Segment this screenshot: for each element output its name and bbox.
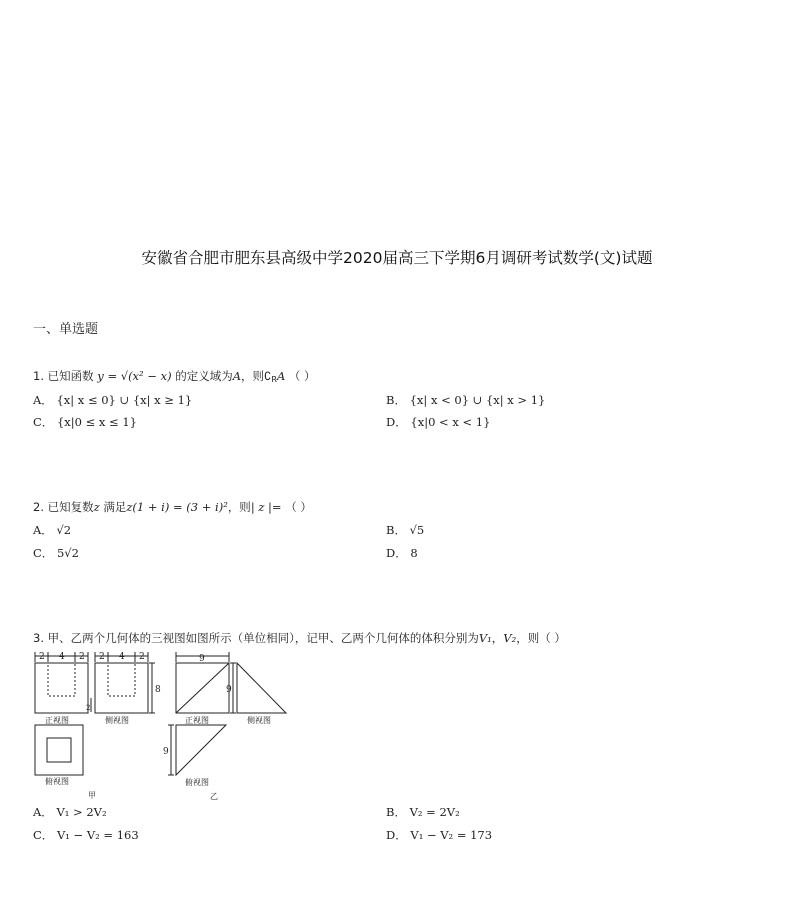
q3-tail: ，则（ ） bbox=[516, 631, 566, 645]
q1-formula: y = √(x² − x) bbox=[97, 369, 172, 383]
question-2-stem bbox=[33, 499, 312, 515]
q3-v2: V₂ bbox=[503, 631, 517, 645]
yi-top-label: 俯视图 bbox=[185, 778, 209, 787]
q1-mid: 的定义域为 bbox=[175, 369, 233, 383]
q1-paren: （ ） bbox=[288, 369, 316, 383]
dim-label-4-b: 4 bbox=[119, 652, 125, 662]
dim-label-2-a: 2 bbox=[39, 652, 45, 662]
q2-mid: 满足 bbox=[103, 500, 127, 514]
jia-side-outer bbox=[95, 663, 148, 713]
q1-set-a-2: A bbox=[276, 369, 286, 383]
q2-then: ，则 bbox=[227, 500, 251, 514]
dim-label-4-a: 4 bbox=[59, 652, 65, 662]
q2-paren: （ ） bbox=[285, 500, 312, 514]
q1-option-c: C． {x|0 ≤ x ≤ 1} bbox=[33, 415, 137, 429]
jia-side-label: 侧视图 bbox=[105, 716, 129, 725]
q2-option-c: C． 5√2 bbox=[33, 546, 79, 560]
q2-option-b: B． √5 bbox=[386, 523, 425, 537]
q2-prefix: 2. 已知复数 bbox=[33, 500, 94, 514]
q3-option-b: B． V₂ = 2V₂ bbox=[386, 805, 460, 819]
q3-v1: V₁ bbox=[478, 631, 492, 645]
dim-label-2-e: 2 bbox=[86, 704, 91, 712]
jia-side-hidden bbox=[108, 663, 135, 696]
section-heading: 一、单选题 bbox=[33, 322, 99, 337]
three-view-figure bbox=[30, 650, 290, 802]
dim-label-2-b: 2 bbox=[79, 652, 85, 662]
q2-abs: | z |= bbox=[250, 500, 282, 514]
q1-option-b: B． {x| x < 0} ∪ {x| x > 1} bbox=[386, 393, 546, 407]
jia-front-outer bbox=[35, 663, 91, 713]
q2-var: z bbox=[93, 500, 100, 514]
q1-option-d: D． {x|0 < x < 1} bbox=[386, 415, 491, 429]
jia-front-label: 正视图 bbox=[45, 716, 69, 725]
yi-side-triangle bbox=[237, 663, 286, 713]
yi-top-triangle bbox=[176, 725, 226, 775]
q3-option-c: C． V₁ − V₂ = 163 bbox=[33, 828, 139, 842]
dim-label-8: 8 bbox=[155, 685, 161, 695]
question-3-stem bbox=[33, 630, 566, 646]
question-1-stem bbox=[33, 368, 316, 384]
q1-prefix: 1. 已知函数 bbox=[33, 369, 94, 383]
q3-option-a: A． V₁ > 2V₂ bbox=[33, 805, 107, 819]
complement-symbol: ∁ bbox=[264, 369, 272, 383]
q3-text: 3. 甲、乙两个几何体的三视图如图所示（单位相同），记甲、乙两个几何体的体积分别为 bbox=[33, 631, 479, 645]
jia-top-label: 俯视图 bbox=[45, 777, 69, 786]
yi-label: 乙 bbox=[210, 792, 218, 801]
q2-option-a: A． √2 bbox=[33, 523, 72, 537]
q1-option-a: A． {x| x ≤ 0} ∪ {x| x ≥ 1} bbox=[33, 393, 193, 407]
yi-front-label: 正视图 bbox=[185, 716, 209, 725]
jia-top-inner bbox=[47, 738, 71, 762]
q1-set-a: A bbox=[232, 369, 242, 383]
q2-formula: z(1 + i) = (3 + i)² bbox=[126, 500, 228, 514]
jia-top-outer bbox=[35, 725, 83, 775]
jia-front-hidden bbox=[48, 663, 75, 696]
page-title: 安徽省合肥市肥东县高级中学2020届高三下学期6月调研考试数学(文)试题 bbox=[141, 249, 653, 267]
dim-label-9-c: 9 bbox=[163, 747, 169, 757]
dim-label-9-a: 9 bbox=[199, 654, 205, 664]
dim-label-2-c: 2 bbox=[99, 652, 105, 662]
dim-label-2-d: 2 bbox=[139, 652, 145, 662]
dim-label-9-b: 9 bbox=[226, 685, 232, 695]
q1-then: ，则 bbox=[241, 369, 265, 383]
q3-sep: ， bbox=[491, 631, 504, 645]
q2-option-d: D． 8 bbox=[386, 546, 418, 560]
jia-label: 甲 bbox=[88, 791, 96, 800]
q3-option-d: D． V₁ − V₂ = 173 bbox=[386, 828, 493, 842]
complement-subscript: R bbox=[271, 375, 277, 384]
yi-side-label: 侧视图 bbox=[247, 716, 271, 725]
